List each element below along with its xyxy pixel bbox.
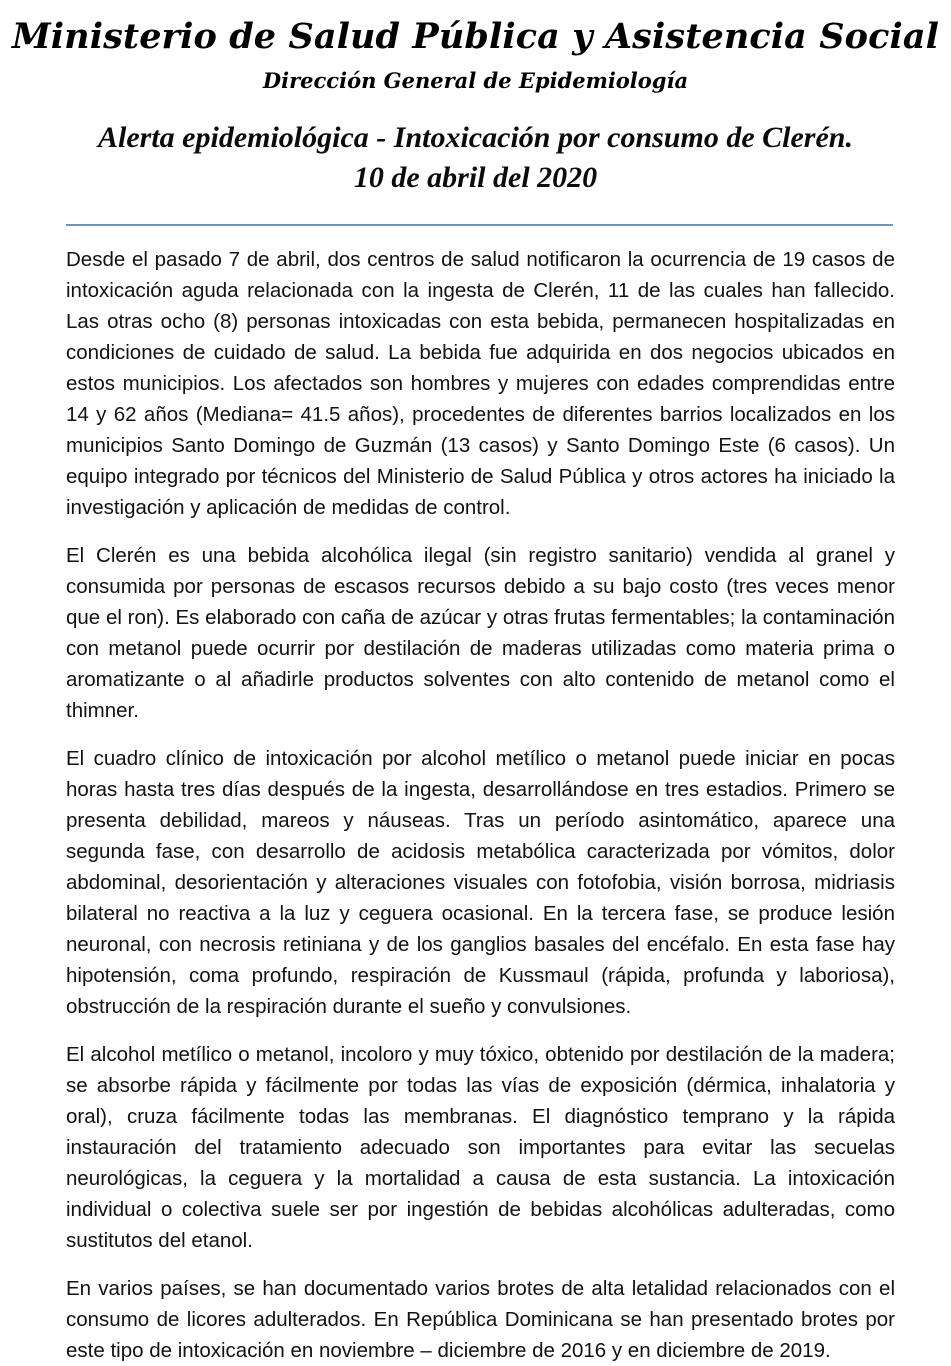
header-divider [66, 224, 893, 226]
body-paragraph: Desde el pasado 7 de abril, dos centros de salud notificaron la ocurrencia de 19 casos de intoxicación aguda relacionada con la ingesta de Clerén, 11 de las cuales han fallecido. Las otras ocho (8) personas intoxicadas con esta bebida, permanecen hospitalizadas en condiciones de cuidado de salud. La bebida fue adquirida en dos negocios ubicados en estos municipios. Los afectados son hombres y mujeres con edades comprendidas entre 14 y 62 años (Mediana= 41.5 años), procedentes de diferentes barrios localizados en los municipios Santo Domingo de Guzmán (13 casos) y Santo Domingo Este (6 casos). Un equipo integrado por técnicos del Ministerio de Salud Pública y otros actores ha iniciado la investigación y aplicación de medidas de control. [66, 248, 895, 519]
department-subtitle: Dirección General de Epidemiología [262, 68, 689, 93]
body-paragraph: El alcohol metílico o metanol, incoloro y muy tóxico, obtenido por destilación de la madera; se absorbe rápida y fácilmente por todas las vías de exposición (dérmica, inhalatoria y oral), cruza fácilmente todas las membranas. El diagnóstico temprano y la rápida instauración del tratamiento adecuado son importantes para evitar las secuelas neurológicas, la ceguera y la mortalidad a causa de esta sustancia. La intoxicación individual o colectiva suele ser por ingestión de bebidas alcohólicas adulteradas, como sustitutos del etanol. [66, 1043, 895, 1252]
organization-title: Ministerio de Salud Pública y Asistencia Social [11, 16, 940, 57]
page-title: Alerta epidemiológica - Intoxicación por consumo de Clerén. 10 de abril del 2020 [98, 121, 853, 194]
body-paragraph: El cuadro clínico de intoxicación por alcohol metílico o metanol puede iniciar en pocas horas hasta tres días después de la ingesta, desarrollándose en tres estadios. Primero se presenta debilidad, mareos y náuseas. Tras un período asintomático, aparece una segunda fase, con desarrollo de acidosis metabólica caracterizada por vómitos, dolor abdominal, desorientación y alteraciones visuales con fotofobia, visión borrosa, midriasis bilateral no reactiva a la luz y ceguera ocasional. En la tercera fase, se produce lesión neuronal, con necrosis retiniana y de los ganglios basales del encéfalo. En esta fase hay hipotensión, coma profundo, respiración de Kussmaul (rápida, profunda y laboriosa), obstrucción de la respiración durante el sueño y convulsiones. [66, 747, 895, 1018]
divider-container [0, 224, 951, 226]
document-masthead [0, 0, 951, 96]
body-paragraph: El Clerén es una bebida alcohólica ilegal (sin registro sanitario) vendida al granel y consumida por personas de escasos recursos debido a su bajo costo (tres veces menor que el ron). Es elaborado con caña de azúcar y otras frutas fermentables; la contaminación con metanol puede ocurrir por destilación de maderas utilizadas como materia prima o aromatizante o al añadirle productos solventes con alto contenido de metanol como el thimner. [66, 544, 895, 722]
body-paragraph: En varios países, se han documentado varios brotes de alta letalidad relacionados con el consumo de licores adulterados. En República Dominicana se han presentado brotes por este tipo de intoxicación en noviembre – diciembre de 2016 y en diciembre de 2019. [66, 1277, 895, 1362]
document-body [0, 244, 951, 1366]
